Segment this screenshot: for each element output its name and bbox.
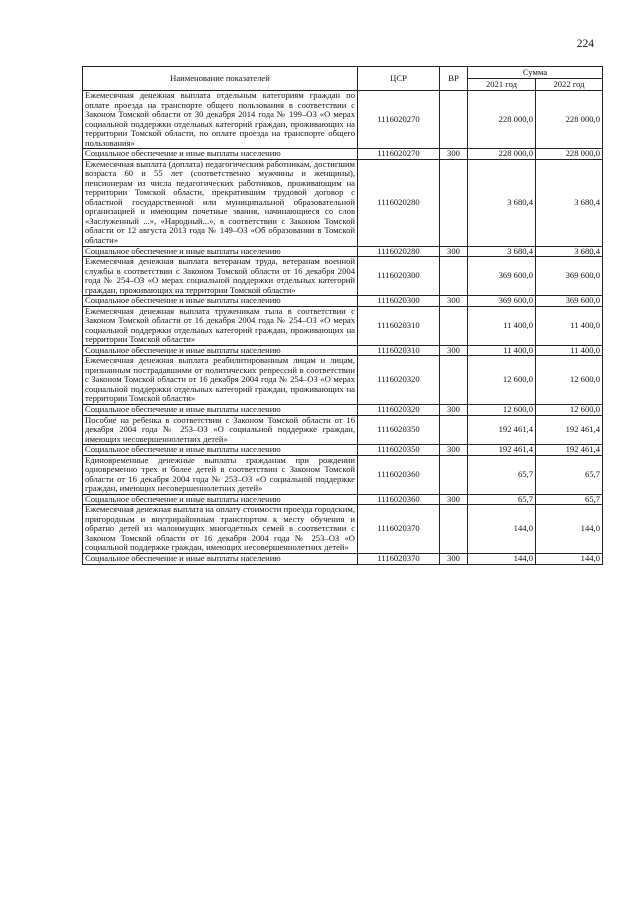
header-year-2022: 2022 год <box>536 79 603 91</box>
row-sum-2022: 369 600,0 <box>536 296 603 307</box>
table-row <box>83 345 603 356</box>
row-sum-2022: 3 680,4 <box>536 246 603 257</box>
row-name: Ежемесячная денежная выплата труженикам тыла в соответствии с Законом Томской области от 16 декабря 2004 года № 254–ОЗ «О мерах социальной поддержки отдельных категорий граждан, проживающих на территории Томской области» <box>83 306 358 345</box>
row-name: Единовременные денежные выплаты гражданам при рождении одновременно трех и более детей в соответствии с Законом Томской области от 16 декабря 2004 года № 253–ОЗ «О социальной поддержке граждан, имеющих несовершеннолетних детей» <box>83 455 358 494</box>
row-csr: 1116020350 <box>358 445 440 456</box>
row-sum-2022: 11 400,0 <box>536 306 603 345</box>
row-csr: 1116020350 <box>358 415 440 445</box>
row-vr <box>440 91 468 149</box>
row-name: Социальное обеспечение и иные выплаты населению <box>83 246 358 257</box>
row-csr: 1116020370 <box>358 553 440 564</box>
row-vr <box>440 257 468 296</box>
row-csr: 1116020270 <box>358 149 440 160</box>
row-sum-2021: 12 600,0 <box>468 356 536 405</box>
row-csr: 1116020300 <box>358 257 440 296</box>
table-row <box>83 149 603 160</box>
budget-table <box>82 66 603 565</box>
row-sum-2021: 65,7 <box>468 494 536 505</box>
row-vr: 300 <box>440 296 468 307</box>
table-row <box>83 553 603 564</box>
row-sum-2022: 192 461,4 <box>536 415 603 445</box>
row-name: Социальное обеспечение и иные выплаты населению <box>83 296 358 307</box>
row-sum-2021: 192 461,4 <box>468 445 536 456</box>
table-row <box>83 505 603 554</box>
row-name: Ежемесячная денежная выплата отдельным категориям граждан по оплате проезда на транспорте общего пользования в соответствии с Законом Томской области от 30 декабря 2014 года № 199–ОЗ «О мерах социальной поддержки отдельных категорий граждан, проживающих на территории Томской области, по оплате проезда на транспорте общего пользования» <box>83 91 358 149</box>
table-row <box>83 405 603 416</box>
row-sum-2021: 192 461,4 <box>468 415 536 445</box>
table-body <box>83 91 603 565</box>
row-sum-2022: 144,0 <box>536 505 603 554</box>
row-name: Социальное обеспечение и иные выплаты населению <box>83 345 358 356</box>
row-sum-2022: 65,7 <box>536 494 603 505</box>
header-csr: ЦСР <box>358 67 440 91</box>
row-csr: 1116020310 <box>358 345 440 356</box>
row-vr <box>440 415 468 445</box>
row-sum-2022: 369 600,0 <box>536 257 603 296</box>
row-vr: 300 <box>440 553 468 564</box>
row-sum-2021: 12 600,0 <box>468 405 536 416</box>
row-sum-2021: 65,7 <box>468 455 536 494</box>
row-sum-2022: 12 600,0 <box>536 405 603 416</box>
row-sum-2021: 228 000,0 <box>468 91 536 149</box>
table-row <box>83 246 603 257</box>
header-sum: Сумма <box>468 67 603 79</box>
row-name: Пособие на ребенка в соответствии с Законом Томской области от 16 декабря 2004 года № 253–ОЗ «О социальной поддержке граждан, имеющих несовершеннолетних детей» <box>83 415 358 445</box>
row-name: Ежемесячная денежная выплата на оплату стоимости проезда городским, пригородным и внутрирайонным транспортом к месту обучения и обратно детей из малоимущих многодетных семей в соответствии с Законом Томской области от 16 декабря 2004 года № 253–ОЗ «О социальной поддержке граждан, имеющих несовершеннолетних детей» <box>83 505 358 554</box>
table-header <box>83 67 603 91</box>
table-row <box>83 296 603 307</box>
page-number: 224 <box>576 38 594 50</box>
row-name: Социальное обеспечение и иные выплаты населению <box>83 494 358 505</box>
table-row <box>83 445 603 456</box>
row-vr: 300 <box>440 246 468 257</box>
row-name: Ежемесячная денежная выплата ветеранам труда, ветеранам военной службы в соответствии с Законом Томской области от 16 декабря 2004 года № 254–ОЗ «О мерах социальной поддержки отдельных категорий граждан, проживающих на территории Томской области» <box>83 257 358 296</box>
row-vr <box>440 505 468 554</box>
row-name: Социальное обеспечение и иные выплаты населению <box>83 405 358 416</box>
row-sum-2021: 11 400,0 <box>468 345 536 356</box>
header-year-2021: 2021 год <box>468 79 536 91</box>
row-csr: 1116020360 <box>358 494 440 505</box>
row-sum-2021: 3 680,4 <box>468 246 536 257</box>
row-name: Ежемесячная денежная выплата реабилитированным лицам и лицам, признанным пострадавшими от политических репрессий в соответствии с Законом Томской области от 16 декабря 2004 года № 254–ОЗ «О мерах социальной поддержки отдельных категорий граждан, проживающих на территории Томской области» <box>83 356 358 405</box>
row-vr <box>440 356 468 405</box>
row-csr: 1116020320 <box>358 405 440 416</box>
row-sum-2022: 228 000,0 <box>536 91 603 149</box>
table-row <box>83 415 603 445</box>
table-row <box>83 257 603 296</box>
row-sum-2022: 11 400,0 <box>536 345 603 356</box>
row-csr: 1116020300 <box>358 296 440 307</box>
row-sum-2021: 369 600,0 <box>468 257 536 296</box>
row-csr: 1116020310 <box>358 306 440 345</box>
row-name: Ежемесячная выплата (доплата) педагогическим работникам, достигшим возраста 60 и 55 лет (соответственно мужчины и женщины), пенсионерам из числа педагогических работников, проживающим на территории Томской области, прекратившим трудовой договор с областной государственной или муниципальной образовательной организацией и имеющим почетные звания, начинающиеся со слов «Заслуженный ...», «Народный...», в соответствии с Законом Томской области от 12 августа 2013 года № 149–ОЗ «Об образовании в Томской области» <box>83 159 358 246</box>
row-vr: 300 <box>440 345 468 356</box>
table-row <box>83 306 603 345</box>
row-sum-2021: 144,0 <box>468 553 536 564</box>
row-vr: 300 <box>440 149 468 160</box>
row-csr: 1116020280 <box>358 159 440 246</box>
row-csr: 1116020360 <box>358 455 440 494</box>
row-sum-2022: 65,7 <box>536 455 603 494</box>
row-vr <box>440 455 468 494</box>
table-row <box>83 159 603 246</box>
row-name: Социальное обеспечение и иные выплаты населению <box>83 445 358 456</box>
row-sum-2022: 144,0 <box>536 553 603 564</box>
row-sum-2021: 144,0 <box>468 505 536 554</box>
table-row <box>83 455 603 494</box>
row-csr: 1116020280 <box>358 246 440 257</box>
header-name: Наименование показателей <box>83 67 358 91</box>
row-csr: 1116020370 <box>358 505 440 554</box>
row-vr: 300 <box>440 405 468 416</box>
row-csr: 1116020320 <box>358 356 440 405</box>
row-vr <box>440 159 468 246</box>
row-sum-2022: 12 600,0 <box>536 356 603 405</box>
row-name: Социальное обеспечение и иные выплаты населению <box>83 149 358 160</box>
row-sum-2021: 11 400,0 <box>468 306 536 345</box>
row-csr: 1116020270 <box>358 91 440 149</box>
row-sum-2022: 192 461,4 <box>536 445 603 456</box>
header-vr: ВР <box>440 67 468 91</box>
row-name: Социальное обеспечение и иные выплаты населению <box>83 553 358 564</box>
table-row <box>83 91 603 149</box>
row-sum-2022: 3 680,4 <box>536 159 603 246</box>
row-sum-2021: 3 680,4 <box>468 159 536 246</box>
row-sum-2021: 369 600,0 <box>468 296 536 307</box>
table-row <box>83 356 603 405</box>
row-vr: 300 <box>440 445 468 456</box>
table-row <box>83 494 603 505</box>
row-vr: 300 <box>440 494 468 505</box>
row-sum-2022: 228 000,0 <box>536 149 603 160</box>
row-sum-2021: 228 000,0 <box>468 149 536 160</box>
row-vr <box>440 306 468 345</box>
